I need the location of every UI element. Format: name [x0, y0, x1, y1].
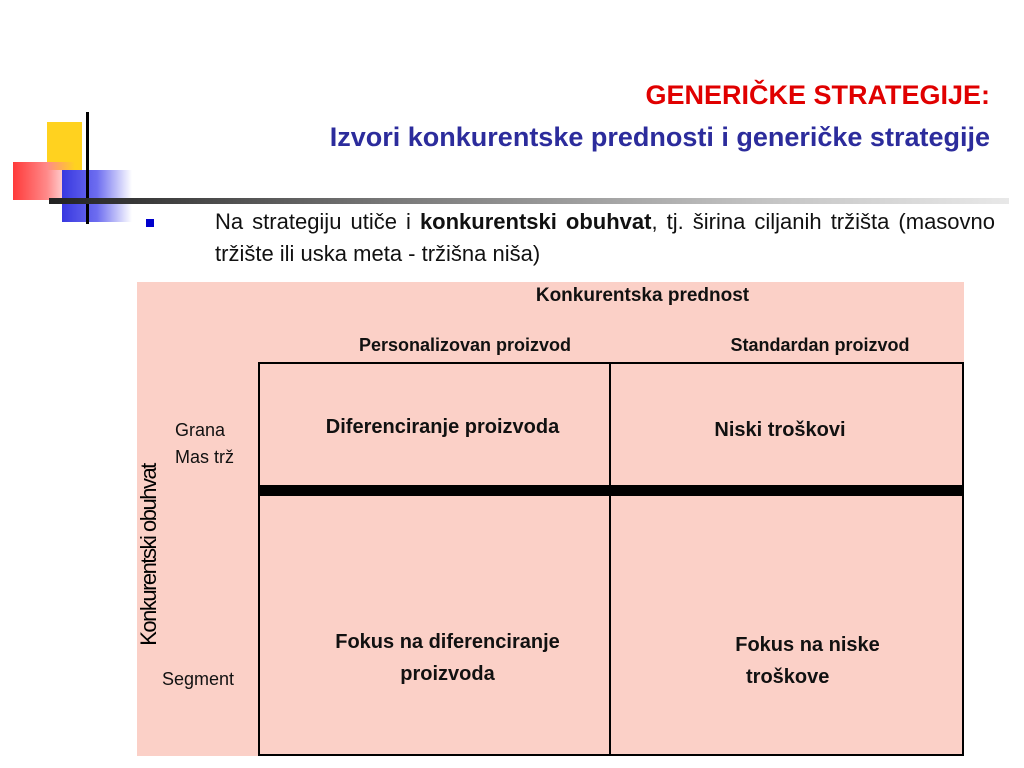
bullet-text-start: Na strategiju utiče i: [215, 209, 420, 234]
deco-vertical-line: [86, 112, 89, 224]
bullet-text-bold: konkurentski obuhvat: [419, 209, 652, 234]
row-label-segment: Segment: [162, 669, 235, 689]
deco-blue-square: [62, 170, 132, 222]
matrix-cell-bottom-left: [258, 494, 611, 756]
top-axis-label: Konkurentska prednost: [535, 285, 750, 306]
slide-title: GENERIČKE STRATEGIJE:: [645, 80, 990, 110]
matrix-cell-bottom-right: [609, 494, 964, 756]
bullet-text: [215, 206, 995, 270]
bullet-square-icon: [146, 219, 154, 227]
col-header-personalized: Personalizovan proizvod: [358, 335, 572, 355]
title-divider-line: [49, 198, 1009, 204]
cell-text-focus-differentiation-line2: proizvoda: [400, 663, 495, 685]
cell-text-differentiation: Diferenciranje proizvoda: [325, 416, 560, 438]
cell-text-focus-differentiation-line1: Fokus na diferenciranje: [335, 631, 560, 653]
bullet-text-end: , tj. širina ciljanih tržišta (masovno tržište ili uska meta - tržišna niša): [215, 209, 996, 266]
cell-text-focus-low-cost-line2: troškove: [746, 666, 830, 688]
cell-text-focus-low-cost-line1: Fokus na niske: [735, 634, 880, 656]
row-label-mas-trz: Mas trž: [175, 447, 235, 467]
col-header-standard: Standardan proizvod: [730, 335, 910, 355]
matrix-divider-thick: [258, 485, 964, 495]
row-axis-label: Konkurentski obuhvat: [136, 464, 161, 646]
row-label-grana: Grana: [175, 420, 226, 440]
cell-text-low-cost: Niski troškovi: [714, 419, 846, 441]
slide-subtitle: Izvori konkurentske prednosti i generičke strategije: [329, 122, 990, 152]
